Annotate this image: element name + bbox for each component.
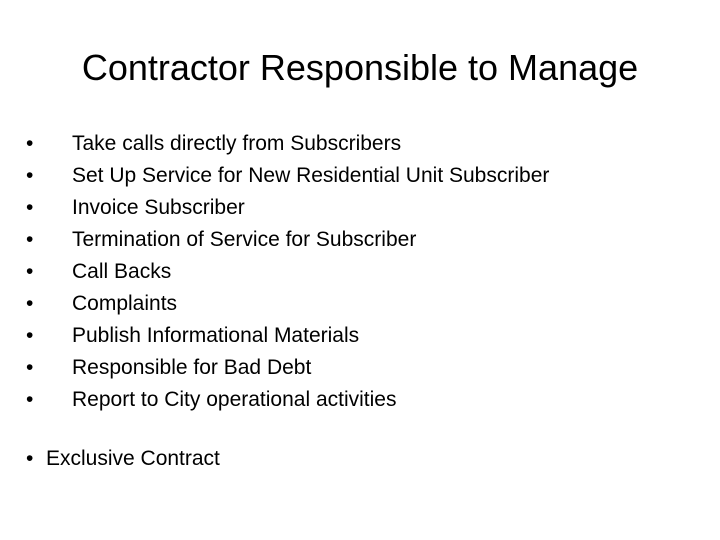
list-item xyxy=(26,384,549,416)
list-item xyxy=(26,352,549,384)
bullet-icon: • xyxy=(26,196,34,219)
bullet-icon: • xyxy=(26,388,34,411)
bullet-icon: • xyxy=(26,324,34,347)
slide-title: Contractor Responsible to Manage xyxy=(81,47,639,88)
list-item xyxy=(26,160,549,192)
bullet-text: Publish Informational Materials xyxy=(72,324,360,347)
bullet-list xyxy=(26,128,549,416)
bullet-text: Complaints xyxy=(72,292,178,315)
bullet-icon: • xyxy=(26,132,34,155)
list-item xyxy=(26,128,549,160)
bullet-text: Exclusive Contract xyxy=(46,447,220,470)
bullet-icon: • xyxy=(26,447,34,470)
bullet-icon: • xyxy=(26,228,34,251)
bullet-icon: • xyxy=(26,356,34,379)
bullet-text: Set Up Service for New Residential Unit Subscriber xyxy=(72,164,550,187)
list-item xyxy=(26,256,549,288)
bullet-text: Termination of Service for Subscriber xyxy=(72,228,417,251)
bullet-icon: • xyxy=(26,260,34,283)
list-item xyxy=(26,224,549,256)
list-item xyxy=(26,320,549,352)
list-item xyxy=(26,192,549,224)
bullet-icon: • xyxy=(26,164,34,187)
bullet-text: Report to City operational activities xyxy=(72,388,397,411)
exclusive-contract-bullet xyxy=(26,443,220,475)
bullet-text: Call Backs xyxy=(72,260,172,283)
bullet-icon: • xyxy=(26,292,34,315)
list-item xyxy=(26,288,549,320)
bullet-text: Responsible for Bad Debt xyxy=(72,356,312,379)
bullet-text: Invoice Subscriber xyxy=(72,196,245,219)
bullet-text: Take calls directly from Subscribers xyxy=(72,132,402,155)
